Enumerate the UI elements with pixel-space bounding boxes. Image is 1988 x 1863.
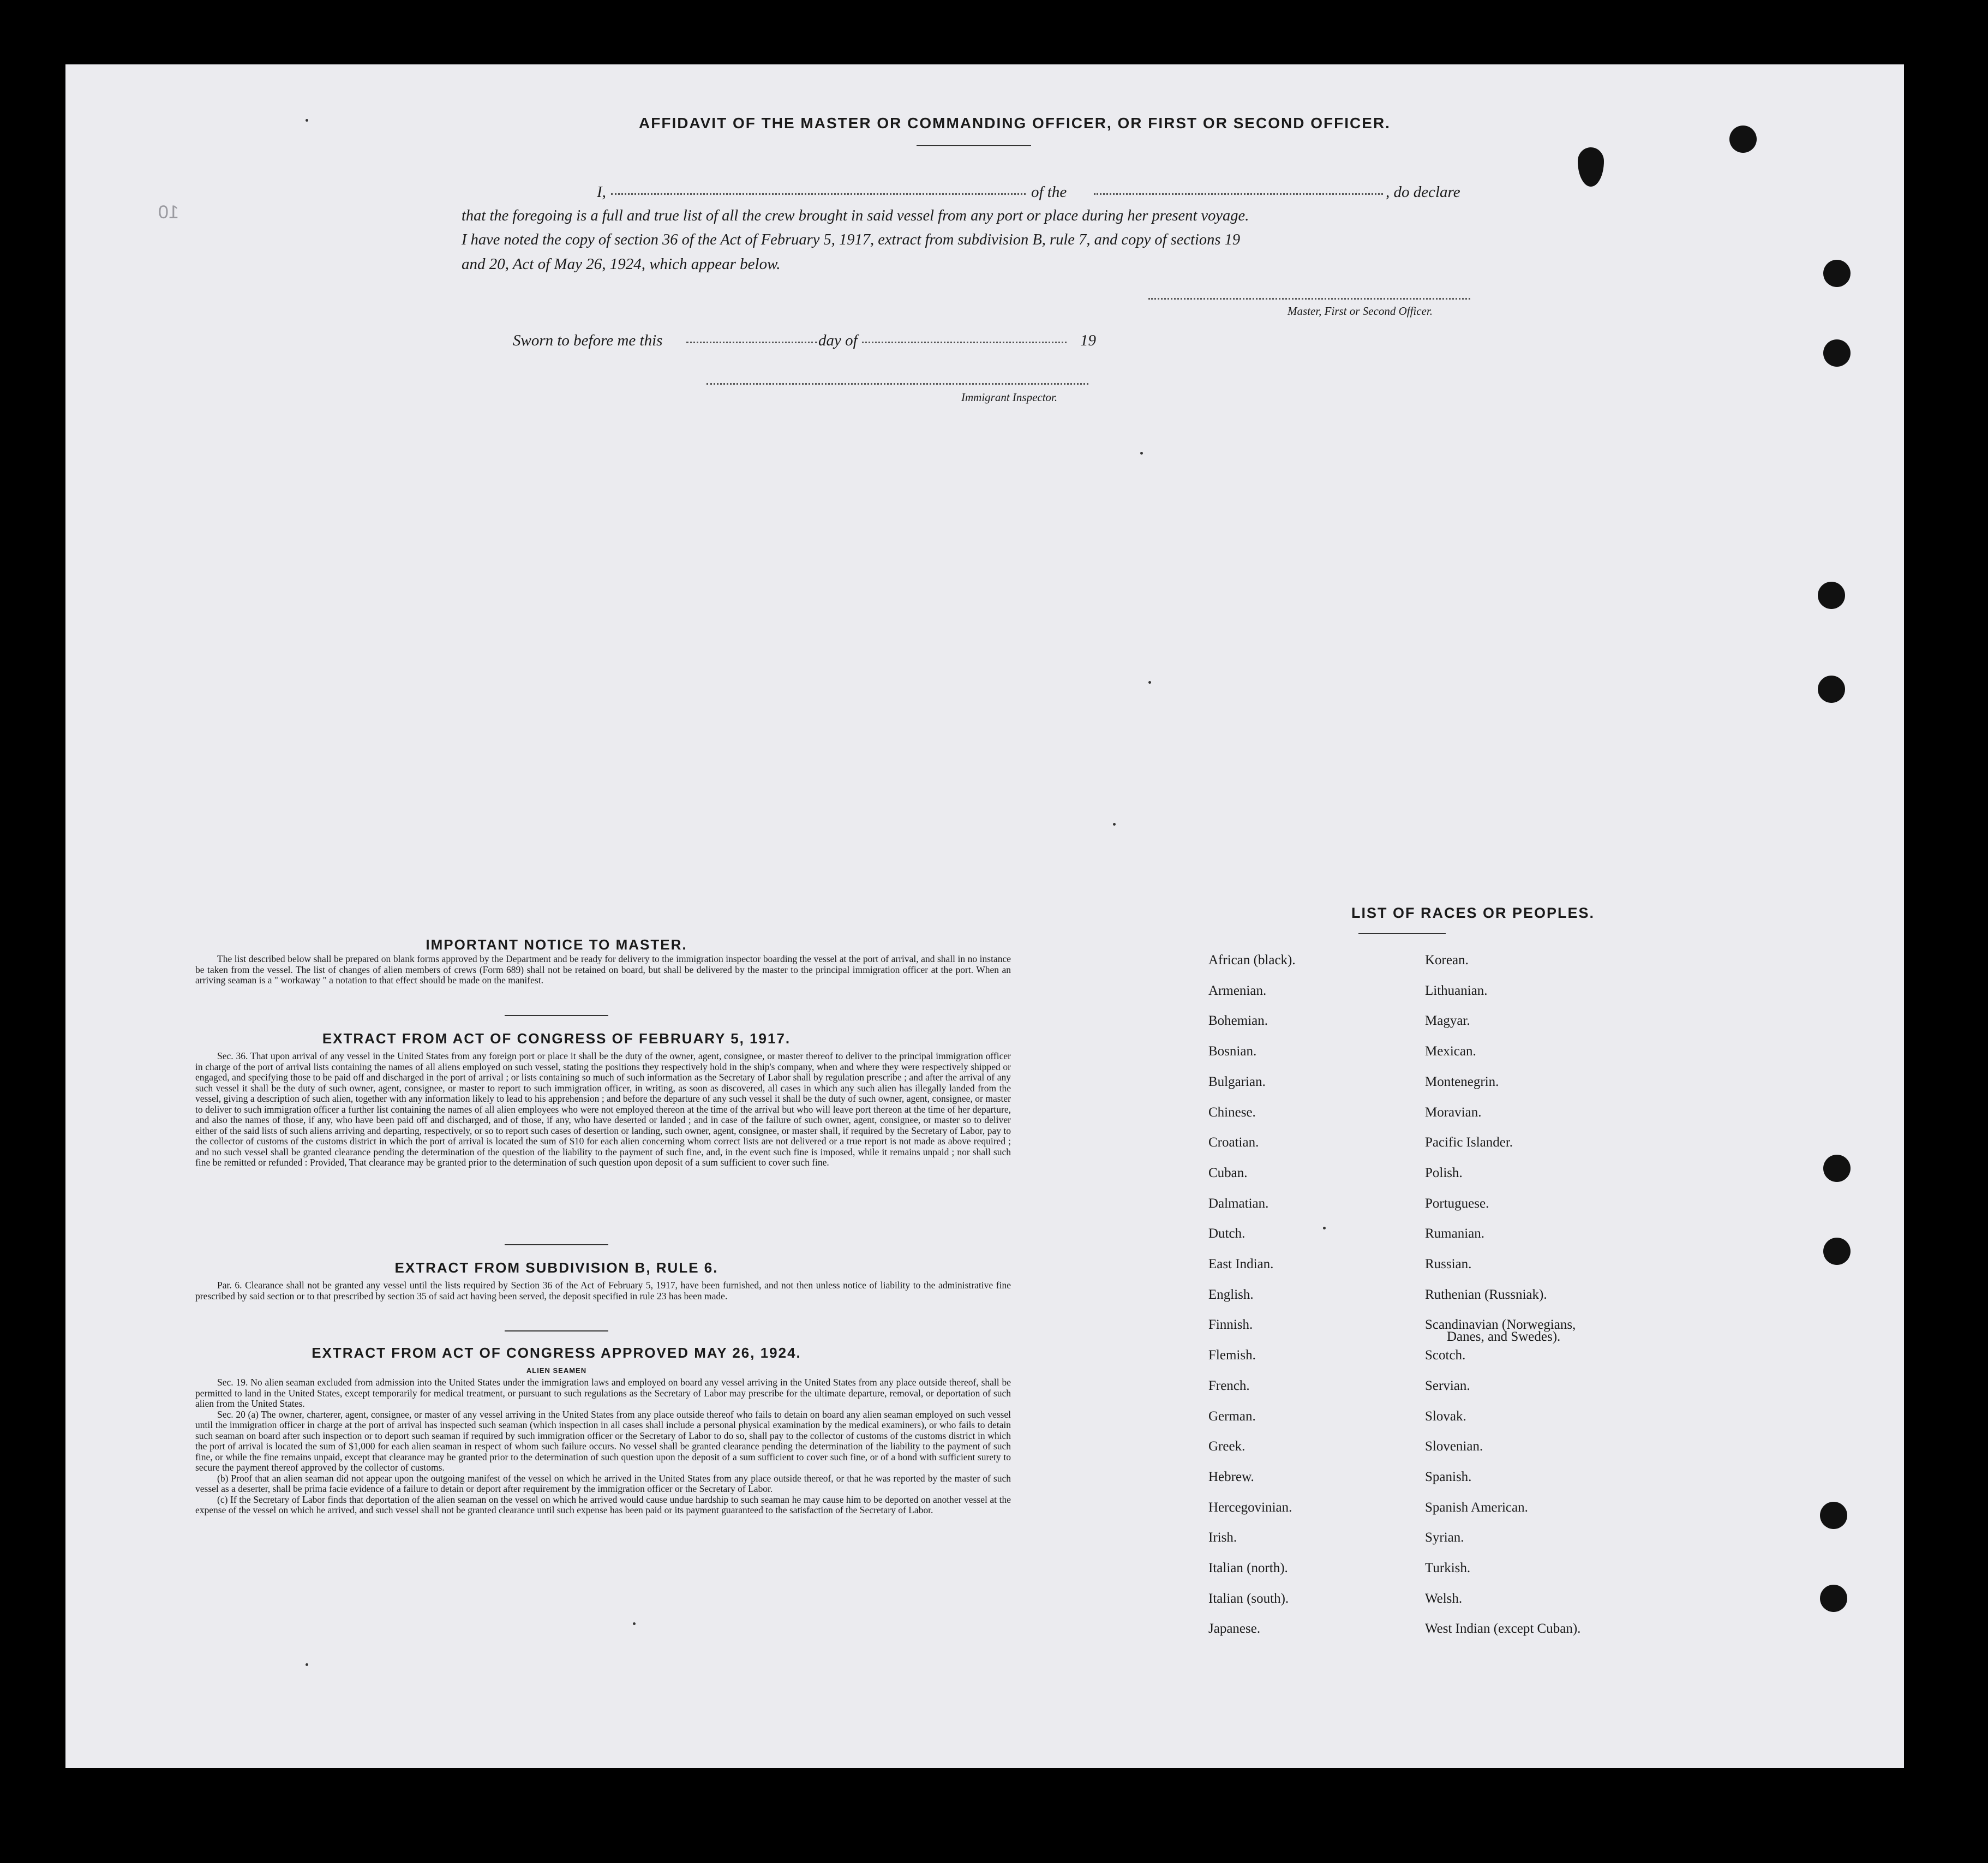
sec19-paragraph: Sec. 19. No alien seaman excluded from admission into the United States under the immigration laws and employed on board any vessel arriving in the United States from any place outside thereof, shall be permitted to land in the United States, except temporarily for medical treatment, or pursuant to such regulations as the Secretary of Labor may prescribe for the ultimate departure, removal, or deportation of such alien from the United States. <box>195 1377 1011 1409</box>
race-item-right: Korean. <box>1425 953 1469 968</box>
day-of-label: day of <box>818 332 858 349</box>
sworn-prefix: Sworn to before me this <box>513 332 663 349</box>
race-item-left: Dutch. <box>1208 1226 1246 1241</box>
race-item-right: Scandinavian (Norwegians, <box>1425 1317 1576 1333</box>
speck <box>1140 452 1143 455</box>
race-item-continuation: Danes, and Swedes). <box>1447 1329 1561 1345</box>
extract-1917-text <box>195 1051 1011 1168</box>
speck <box>306 1663 308 1666</box>
race-item-right: Syrian. <box>1425 1530 1464 1545</box>
race-item-left: Finnish. <box>1208 1317 1253 1333</box>
corner-mark: 10 <box>158 202 179 223</box>
race-item-right: Slovak. <box>1425 1408 1466 1424</box>
race-item-left: African (black). <box>1208 953 1296 968</box>
i-label: I, <box>597 183 606 201</box>
declaration-line-3: I have noted the copy of section 36 of the Act of February 5, 1917, extract from subdivision B, rule 7, and copy of sections 19 <box>462 231 1241 248</box>
binding-hole <box>1820 1502 1847 1529</box>
race-item-right: Spanish. <box>1425 1469 1472 1484</box>
of-the-label: of the <box>1031 183 1067 201</box>
speck <box>1323 1227 1326 1229</box>
binding-hole <box>1823 260 1851 287</box>
sec20c-paragraph: (c) If the Secretary of Labor finds that deportation of the alien seaman on the vessel on which he arrived would cause undue hardship to such seaman he may cause him to be deported on another vessel at the expense of the vessel on which he arrived, and such vessel shall not be granted clearance until such expense has been paid or its payment guaranteed to the satisfaction of the Secretary of Labor. <box>195 1494 1011 1515</box>
ink-drop <box>1578 147 1604 187</box>
race-item-left: Bosnian. <box>1208 1044 1257 1059</box>
race-item-left: Flemish. <box>1208 1348 1256 1363</box>
race-item-left: Armenian. <box>1208 983 1267 998</box>
race-item-left: German. <box>1208 1408 1256 1424</box>
year-prefix: 19 <box>1080 332 1096 349</box>
extract-1917-divider <box>505 1244 608 1245</box>
race-item-right: Moravian. <box>1425 1104 1482 1120</box>
races-title: LIST OF RACES OR PEOPLES. <box>1351 905 1595 921</box>
race-item-right: Welsh. <box>1425 1591 1463 1606</box>
race-item-left: Bohemian. <box>1208 1013 1268 1029</box>
race-item-left: Italian (north). <box>1208 1561 1288 1575</box>
speck <box>1148 681 1151 684</box>
binding-hole <box>1729 126 1757 153</box>
race-item-right: Rumanian. <box>1425 1226 1485 1241</box>
sec20b-paragraph: (b) Proof that an alien seaman did not appear upon the outgoing manifest of the vessel on which he arrived in the United States from any place outside thereof, or that he was reported by the master of such vessel as a deserter, shall be prima facie evidence of a failure to detain or deport after requirement by the immigration officer or the Secretary of Labor. <box>195 1472 1011 1494</box>
speck <box>1113 823 1116 826</box>
binding-hole <box>1823 1155 1851 1182</box>
race-item-right: West Indian (except Cuban). <box>1425 1621 1581 1637</box>
races-title-underline <box>1358 933 1446 934</box>
race-item-right: Servian. <box>1425 1378 1470 1393</box>
vessel-field[interactable] <box>1094 193 1383 195</box>
race-item-left: French. <box>1208 1378 1250 1393</box>
race-item-left: Hercegovinian. <box>1208 1500 1292 1515</box>
race-item-right: Slovenian. <box>1425 1439 1483 1454</box>
race-item-right: Polish. <box>1425 1165 1463 1180</box>
race-item-left: East Indian. <box>1208 1257 1274 1271</box>
affidavit-title: AFFIDAVIT OF THE MASTER OR COMMANDING OFFICER, OR FIRST OR SECOND OFFICER. <box>639 115 1391 132</box>
master-signature-line[interactable] <box>1148 298 1470 300</box>
binding-hole <box>1818 676 1845 703</box>
race-item-left: Bulgarian. <box>1208 1074 1266 1089</box>
document-page <box>65 64 1904 1768</box>
race-item-left: Hebrew. <box>1208 1469 1254 1484</box>
race-item-right: Pacific Islander. <box>1425 1135 1513 1150</box>
notice-title: IMPORTANT NOTICE TO MASTER. <box>426 936 687 953</box>
declare-label: , do declare <box>1386 183 1460 201</box>
race-item-right: Scotch. <box>1425 1348 1466 1363</box>
races-left-column <box>1208 953 1416 1717</box>
declaration-line-2: that the foregoing is a full and true list of all the crew brought in said vessel from any port or place during her present voyage. <box>462 207 1249 224</box>
sworn-month-field[interactable] <box>862 342 1067 343</box>
race-item-left: Cuban. <box>1208 1165 1248 1180</box>
alien-seamen-subtitle: ALIEN SEAMEN <box>526 1366 587 1375</box>
race-item-left: Japanese. <box>1208 1621 1261 1637</box>
race-item-right: Portuguese. <box>1425 1196 1489 1211</box>
rule6-paragraph: Par. 6. Clearance shall not be granted any vessel until the lists required by Section 36 of the Act of February 5, 1917, have been furnished, and not then unless notice of liability to the administrative fine prescribed by said section or to that prescribed by section 35 of said act having been served, the deposit specified in rule 23 has been made. <box>195 1280 1011 1301</box>
extract-1917-title: EXTRACT FROM ACT OF CONGRESS OF FEBRUARY 5, 1917. <box>322 1030 791 1047</box>
race-item-right: Lithuanian. <box>1425 983 1488 998</box>
race-item-right: Ruthenian (Russniak). <box>1425 1287 1547 1302</box>
sec20a-paragraph: Sec. 20 (a) The owner, charterer, agent, consignee, or master of any vessel arriving in the United States from any place outside thereof who fails to detain on board any alien seaman employed on such vessel until the immigration officer in charge at the port of arrival has inspected such seaman (which inspection in all cases shall include a personal physical examination by the medical examiners), or who fails to detain such seaman on board after such inspection or to deport such seaman if required by such immigration officer or the Secretary of Labor to do so, shall pay to the collector of customs of the customs district in which the port of arrival is located the sum of $1,000 for each alien seaman in respect of whom such failure occurs. No vessel shall be granted clearance pending the determination of the liability to the payment of such fine, or while the fine remains unpaid, except that clearance may be granted prior to the determination of such question upon the deposit of a sum sufficient to cover such fine, or of a bond with sufficient surety to secure the payment thereof approved by the collector of customs. <box>195 1408 1011 1473</box>
race-item-right: Turkish. <box>1425 1561 1471 1575</box>
race-item-right: Mexican. <box>1425 1044 1476 1059</box>
binding-hole <box>1823 339 1851 367</box>
race-item-left: English. <box>1208 1287 1254 1302</box>
rule6-text <box>195 1280 1011 1301</box>
rule6-divider <box>505 1330 608 1331</box>
race-item-left: Irish. <box>1208 1530 1237 1545</box>
race-item-right: Russian. <box>1425 1257 1472 1271</box>
binding-hole <box>1823 1238 1851 1265</box>
race-item-left: Dalmatian. <box>1208 1196 1269 1211</box>
inspector-signature-line[interactable] <box>706 383 1088 385</box>
race-item-left: Greek. <box>1208 1439 1246 1454</box>
race-item-right: Magyar. <box>1425 1013 1470 1029</box>
title-underline <box>917 145 1031 146</box>
speck <box>633 1622 636 1625</box>
race-item-left: Chinese. <box>1208 1104 1256 1120</box>
sworn-day-field[interactable] <box>686 342 817 343</box>
race-item-right: Montenegrin. <box>1425 1074 1499 1089</box>
binding-hole <box>1820 1585 1847 1612</box>
races-right-column <box>1425 953 1698 1717</box>
extract-1917-paragraph: Sec. 36. That upon arrival of any vessel in the United States from any foreign port or place it shall be the duty of the owner, agent, consignee, or master thereof to deliver to the principal immigration officer in charge of the port of arrival lists containing the names of all aliens employed on such vessel, stating the positions they respectively hold in the ship's company, when and where they were respectively shipped or engaged, and specifying those to be paid off and discharged in the port of arrival ; or lists containing so much of such information as the Secretary of Labor shall by regulation prescribe ; and after the arrival of any such vessel it shall be the duty of such owner, agent, consignee, or master to report to such immigration officer, in writing, as soon as discovered, all cases in which any such alien has illegally landed from the vessel, giving a description of such alien, together with any information likely to lead to his apprehension ; and before the departure of any such vessel it shall be the duty of such owner, agent, consignee, or master to deliver to such immigration officer a further list containing the names of all alien employees who were not employed thereon at the time of the arrival but who will leave port thereon at the time of her departure, and also the names of those, if any, who have been paid off and discharged, and of those, if any, who have deserted or landed ; and in case of the failure of such owner, agent, consignee, or master so to deliver either of the said lists of such aliens arriving and departing, respectively, or so to report such cases of desertion or landing, such owner, agent, consignee, or master shall, if required by the Secretary of Labor, pay to the collector of customs of the customs district in which the port of arrival is located the sum of $10 for each alien concerning whom correct lists are not delivered or a true report is not made as above required ; and no such vessel shall be granted clearance pending the determination of the question of the liability to the payment of such fine, and, in the event such fine is imposed, while it remains unpaid ; nor shall such fine be remitted or refunded : Provided, That clearance may be granted prior to the determination of such question upon deposit of a sum sufficient to cover such fine. <box>195 1050 1011 1168</box>
notice-divider <box>505 1015 608 1016</box>
speck <box>306 119 308 122</box>
race-item-right: Spanish American. <box>1425 1500 1528 1515</box>
notice-paragraph: The list described below shall be prepared on blank forms approved by the Department and be ready for delivery to the immigration inspector boarding the vessel at the port of arrival, and shall in no instance be taken from the vessel. The list of changes of alien members of crews (Form 689) shall not be retained on board, but shall be delivered by the master to the principal immigration officer at the port. When an arriving seaman is a " workaway " a notation to that effect should be made on the manifest. <box>195 953 1011 986</box>
race-item-left: Italian (south). <box>1208 1591 1289 1606</box>
rule6-title: EXTRACT FROM SUBDIVISION B, RULE 6. <box>394 1259 718 1276</box>
notice-text <box>195 954 1011 986</box>
extract-1924-title: EXTRACT FROM ACT OF CONGRESS APPROVED MAY 26, 1924. <box>312 1345 801 1361</box>
master-signature-caption: Master, First or Second Officer. <box>1288 304 1433 318</box>
extract-1924-text <box>195 1377 1011 1516</box>
binding-hole <box>1818 582 1845 609</box>
declaration-line-4: and 20, Act of May 26, 1924, which appear below. <box>462 255 781 273</box>
name-field[interactable] <box>611 193 1026 195</box>
race-item-left: Croatian. <box>1208 1135 1259 1150</box>
inspector-caption: Immigrant Inspector. <box>961 391 1058 404</box>
